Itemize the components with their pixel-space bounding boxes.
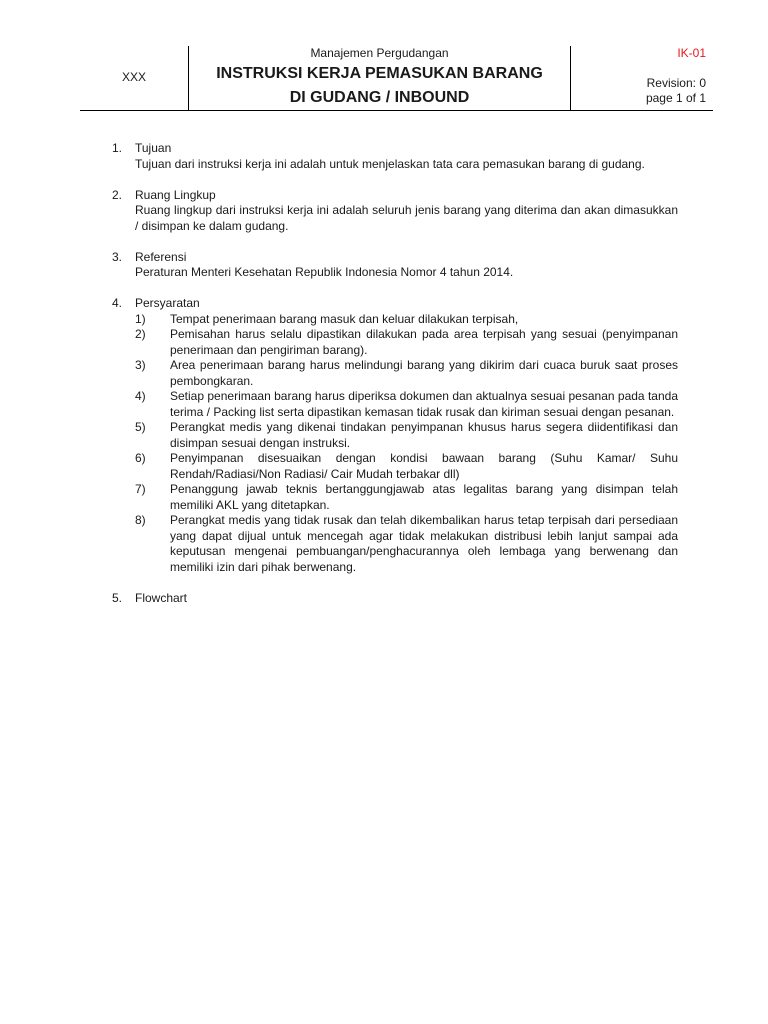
list-item	[135, 389, 678, 420]
requirements-list	[135, 312, 678, 576]
section-number: 1.	[112, 141, 123, 155]
list-item	[135, 420, 678, 451]
revision-number: Revision: 0	[646, 76, 706, 90]
list-item-text: Penanggung jawab teknis bertanggungjawab atas legalitas barang yang disimpan telah memiliki AKL yang ditetapkan.	[170, 482, 678, 512]
list-item-number: 5)	[135, 420, 146, 434]
list-item-number: 8)	[135, 513, 146, 527]
department-name: Manajemen Pergudangan	[310, 46, 449, 60]
section-number: 4.	[112, 296, 123, 310]
section-title: Flowchart	[135, 590, 188, 605]
list-item	[135, 482, 678, 513]
section-tujuan	[112, 141, 678, 172]
section-title: Ruang Lingkup	[135, 187, 216, 202]
list-item-number: 1)	[135, 311, 146, 326]
section-text: Ruang lingkup dari instruksi kerja ini adalah seluruh jenis barang yang diterima dan akan dimasukkan / disimpan ke dalam gudang.	[135, 203, 678, 233]
section-flowchart	[112, 591, 678, 607]
header-title-cell	[189, 46, 571, 110]
section-referensi	[112, 250, 678, 281]
document-header	[80, 46, 713, 111]
section-number: 2.	[112, 187, 123, 202]
list-item-number: 3)	[135, 358, 146, 372]
header-meta-cell	[571, 46, 713, 110]
list-item-text: Penyimpanan disesuaikan dengan kondisi bawaan barang (Suhu Kamar/ Suhu Rendah/Radiasi/Non Radiasi/ Cair Mudah terbakar dll)	[170, 451, 678, 481]
list-item	[135, 513, 678, 575]
list-item	[135, 358, 678, 389]
section-number: 3.	[112, 249, 123, 264]
list-item-number: 2)	[135, 327, 146, 341]
header-left-cell	[80, 46, 189, 110]
list-item-text: Setiap penerimaan barang harus diperiksa dokumen dan aktualnya sesuai pesanan pada tanda terima / Packing list serta dipastikan kemasan tidak rusak dan kiriman sesuai dengan pesanan.	[170, 389, 678, 419]
document-title-line-2: DI GUDANG / INBOUND	[289, 89, 470, 106]
page-number: page 1 of 1	[645, 91, 706, 105]
list-item	[135, 451, 678, 482]
section-ruang-lingkup	[112, 188, 678, 235]
section-title: Tujuan	[135, 141, 172, 155]
document-body	[112, 141, 678, 622]
section-text: Peraturan Menteri Kesehatan Republik Indonesia Nomor 4 tahun 2014.	[135, 265, 514, 279]
document-id: IK-01	[677, 46, 706, 60]
section-title: Referensi	[135, 249, 187, 264]
list-item-text: Perangkat medis yang tidak rusak dan telah dikembalikan harus tetap terpisah dari persediaan yang dapat dijual untuk mencegah agar tidak melakukan distribusi lebih lanjut sampai ada keputusan mengenai pembuangan/penghacurannya oleh lembaga yang berwenang dan memiliki izin dari pihak berwenang.	[170, 513, 678, 574]
list-item-text: Tempat penerimaan barang masuk dan keluar dilakukan terpisah,	[170, 311, 519, 326]
list-item-text: Area penerimaan barang harus melindungi barang yang dikirim dari cuaca buruk saat proses pembongkaran.	[170, 358, 678, 388]
section-number: 5.	[112, 590, 123, 605]
list-item-number: 4)	[135, 389, 146, 403]
section-persyaratan	[112, 296, 678, 575]
list-item	[135, 312, 678, 328]
list-item-text: Perangkat medis yang dikenai tindakan penyimpanan khusus harus segera diidentifikasi dan disimpan sesuai dengan instruksi.	[170, 420, 678, 450]
list-item-number: 6)	[135, 451, 146, 465]
list-item-text: Pemisahan harus selalu dipastikan dilakukan pada area terpisah yang sesuai (penyimpanan penerimaan dan pengiriman barang).	[170, 327, 678, 357]
list-item-number: 7)	[135, 482, 146, 496]
list-item	[135, 327, 678, 358]
section-title: Persyaratan	[135, 296, 200, 310]
document-title-line-1: INSTRUKSI KERJA PEMASUKAN BARANG	[216, 65, 543, 82]
section-text: Tujuan dari instruksi kerja ini adalah untuk menjelaskan tata cara pemasukan barang di gudang.	[135, 156, 645, 171]
company-code: XXX	[122, 70, 147, 84]
